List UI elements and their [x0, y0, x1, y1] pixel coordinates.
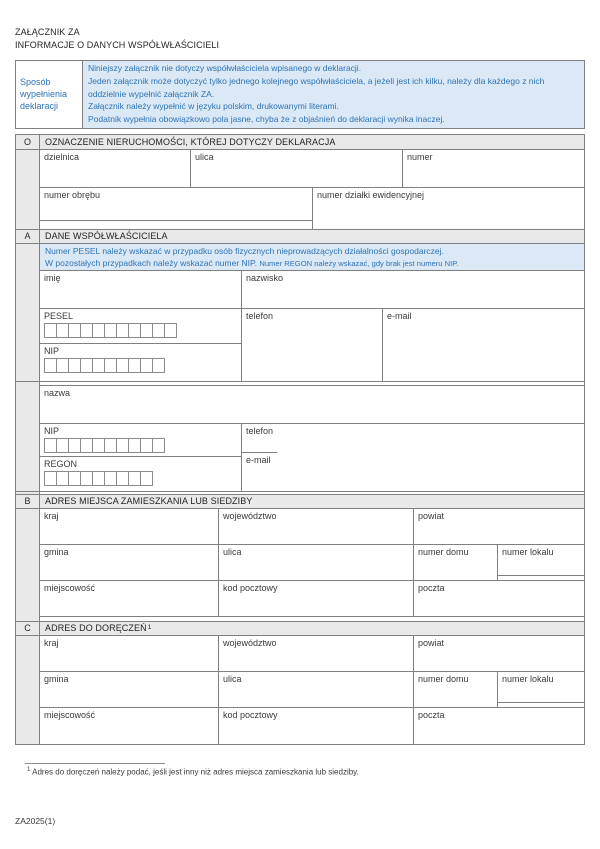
- field-numer-lokalu-c-label: numer lokalu: [502, 673, 554, 684]
- field-imie[interactable]: [40, 271, 242, 309]
- field-numer-domu-c-label: numer domu: [418, 673, 469, 684]
- field-dzielnica-label: dzielnica: [44, 151, 80, 162]
- letter-column-cell: [16, 545, 40, 581]
- page-subtitle: INFORMACJE O DANYCH WSPÓŁWŁAŚCICIELI: [15, 39, 220, 50]
- field-nazwa[interactable]: [40, 385, 584, 424]
- person-name-row: [16, 271, 584, 309]
- form-table: [15, 134, 585, 745]
- section-a-note-band: [16, 244, 584, 271]
- letter-column-cell: [16, 636, 40, 672]
- section-c-title: ADRES DO DORĘCZEŃ 1: [45, 623, 152, 634]
- letter-column-cell: [16, 581, 40, 617]
- field-regon-label: REGON: [44, 458, 78, 469]
- field-email-company-label: e-mail: [246, 454, 271, 465]
- field-nip-person-label: NIP: [44, 345, 60, 356]
- field-pesel[interactable]: [40, 309, 241, 344]
- field-numer-lokalu-b-label: numer lokalu: [502, 546, 554, 557]
- company-name-row: [16, 385, 584, 424]
- section-a-note-line1: Numer PESEL należy wskazać w przypadku osób fizycznych nieprowadzących działalności gospodarczej.: [45, 245, 444, 256]
- field-kod-pocztowy-c-label: kod pocztowy: [223, 709, 278, 720]
- pesel-nip-stack: [40, 309, 242, 381]
- field-miejscowosc-c[interactable]: [40, 708, 219, 744]
- letter-column-cell: [16, 424, 40, 491]
- section-o-row-2: [16, 188, 584, 229]
- nip-company-boxes: [44, 438, 237, 453]
- letter-column-cell: [16, 309, 40, 381]
- field-kraj-b[interactable]: [40, 509, 219, 545]
- field-gmina-b-label: gmina: [44, 546, 69, 557]
- footnote-text: Adres do doręczeń należy podać, jeśli jest inny niż adres miejsca zamieszkania lub siedziby.: [32, 767, 359, 777]
- field-poczta-b-label: poczta: [418, 582, 445, 593]
- field-powiat-b[interactable]: [414, 509, 584, 545]
- field-numer[interactable]: [403, 150, 584, 188]
- section-c-row-1: [16, 636, 584, 672]
- section-o-letter: O: [16, 135, 40, 149]
- section-c-header: [16, 621, 584, 636]
- field-ulica-o[interactable]: [191, 150, 403, 188]
- field-kod-pocztowy-b-label: kod pocztowy: [223, 582, 278, 593]
- instructions-notes: Niniejszy załącznik nie dotyczy współwłaściciela wpisanego w deklaracji. Jeden załącznik może dotyczyć tylko jednego kolejnego współwłaściciela, a jeżeli jest ich kilku, należy dla każdego z nich oddzielnie wypełnić załącznik ZA. Załącznik należy wypełnić w języku polskim, drukowanymi literami. Podatnik wypełnia obowiązkowo pola jasne, chyba że z objaśnień do deklaracji wynika inaczej.: [83, 61, 584, 128]
- field-dzielnica[interactable]: [40, 150, 191, 188]
- nip-boxes: [44, 358, 237, 373]
- field-email-person[interactable]: [383, 309, 584, 381]
- field-numer-obrebu-wrap: [40, 188, 312, 229]
- field-numer-domu-b[interactable]: [414, 545, 498, 581]
- pesel-boxes: [44, 323, 237, 338]
- field-wojewodztwo-c[interactable]: [219, 636, 414, 672]
- field-gmina-b[interactable]: [40, 545, 219, 581]
- letter-column-cell: [16, 509, 40, 545]
- field-telefon-company-label: telefon: [246, 425, 274, 436]
- field-imie-label: imię: [44, 272, 61, 283]
- field-numer-domu-b-label: numer domu: [418, 546, 469, 557]
- field-numer-lokalu-b-wrap: [498, 545, 584, 581]
- letter-column-cell: [16, 672, 40, 708]
- field-numer-dzialki-label: numer działki ewidencyjnej: [317, 189, 425, 200]
- field-poczta-c-label: poczta: [418, 709, 445, 720]
- section-b-row-1: [16, 509, 584, 545]
- section-o-title: OZNACZENIE NIERUCHOMOŚCI, KTÓREJ DOTYCZY DEKLARACJA: [45, 136, 336, 147]
- field-nip-person[interactable]: [40, 344, 241, 381]
- section-b-row-3: [16, 581, 584, 617]
- field-gmina-c-label: gmina: [44, 673, 69, 684]
- section-a-title: DANE WSPÓŁWŁAŚCICIELA: [45, 231, 168, 242]
- section-c-letter: C: [16, 622, 40, 635]
- field-kraj-c[interactable]: [40, 636, 219, 672]
- field-numer-obrebu-label: numer obrębu: [44, 189, 101, 200]
- section-b-header: [16, 494, 584, 509]
- field-numer-lokalu-c[interactable]: [498, 672, 584, 703]
- field-nip-company[interactable]: [40, 424, 241, 457]
- section-a-note-line2-small: Numer REGON należy wskazać, gdy brak jest numeru NIP.: [259, 259, 459, 269]
- field-gmina-c[interactable]: [40, 672, 219, 708]
- instructions-label: Sposób wypełnienia deklaracji: [16, 61, 83, 128]
- field-miejscowosc-b-label: miejscowość: [44, 582, 96, 593]
- field-kod-pocztowy-b[interactable]: [219, 581, 414, 617]
- field-wojewodztwo-c-label: województwo: [223, 637, 277, 648]
- field-numer-obrebu[interactable]: [40, 188, 312, 221]
- field-numer-label: numer: [407, 151, 433, 162]
- letter-column-cell: [16, 150, 40, 188]
- field-telefon-company[interactable]: [242, 424, 277, 453]
- section-c-row-2: [16, 672, 584, 708]
- section-a-note-line2-main: W pozostałych przypadkach należy wskazać numer NIP.: [45, 258, 257, 269]
- company-contact-stack: [242, 424, 277, 491]
- section-b-title: ADRES MIEJSCA ZAMIESZKANIA LUB SIEDZIBY: [45, 496, 253, 507]
- field-kraj-c-label: kraj: [44, 637, 59, 648]
- section-a-note-line2: [45, 257, 579, 271]
- field-powiat-c-label: powiat: [418, 637, 445, 648]
- footnote-ref: 1: [27, 766, 31, 773]
- section-c-row-3: [16, 708, 584, 744]
- field-powiat-c[interactable]: [414, 636, 584, 672]
- field-numer-lokalu-c-wrap: [498, 672, 584, 708]
- field-miejscowosc-b[interactable]: [40, 581, 219, 617]
- person-ids-row: [16, 309, 584, 382]
- field-powiat-b-label: powiat: [418, 510, 445, 521]
- regon-boxes: [44, 471, 237, 486]
- field-nazwa-label: nazwa: [44, 387, 71, 398]
- field-telefon-person-label: telefon: [246, 310, 274, 321]
- company-ids-row: [16, 424, 584, 492]
- letter-column-cell: [16, 708, 40, 744]
- footnote: [27, 767, 585, 777]
- form-code: ZA2025(1): [15, 816, 56, 826]
- section-a-letter: A: [16, 230, 40, 243]
- field-ulica-b-label: ulica: [223, 546, 242, 557]
- field-kraj-b-label: kraj: [44, 510, 59, 521]
- field-poczta-b[interactable]: [414, 581, 584, 617]
- field-regon[interactable]: [40, 457, 241, 491]
- field-nip-company-label: NIP: [44, 425, 60, 436]
- section-o-header: [16, 135, 584, 150]
- field-nazwisko-label: nazwisko: [246, 272, 284, 283]
- field-pesel-label: PESEL: [44, 310, 74, 321]
- letter-column-cell: [16, 244, 40, 271]
- field-numer-lokalu-b[interactable]: [498, 545, 584, 576]
- instructions-box: [15, 60, 585, 129]
- field-email-person-label: e-mail: [387, 310, 412, 321]
- nip-regon-stack: [40, 424, 242, 491]
- field-wojewodztwo-b[interactable]: [219, 509, 414, 545]
- letter-column-cell: [16, 271, 40, 309]
- letter-column-cell: [16, 385, 40, 424]
- field-poczta-c[interactable]: [414, 708, 584, 744]
- field-nazwisko[interactable]: [242, 271, 584, 309]
- footnote-separator: [25, 763, 165, 764]
- field-numer-domu-c[interactable]: [414, 672, 498, 708]
- section-b-row-2: [16, 545, 584, 581]
- section-a-note: [40, 244, 584, 271]
- field-wojewodztwo-b-label: województwo: [223, 510, 277, 521]
- field-miejscowosc-c-label: miejscowość: [44, 709, 96, 720]
- section-c-title-text: ADRES DO DORĘCZEŃ: [45, 623, 147, 634]
- section-o-row-1: [16, 150, 584, 188]
- field-ulica-c-label: ulica: [223, 673, 242, 684]
- field-ulica-c[interactable]: [219, 672, 414, 708]
- field-email-company[interactable]: [242, 453, 277, 491]
- field-numer-dzialki[interactable]: [312, 188, 584, 229]
- field-kod-pocztowy-c[interactable]: [219, 708, 414, 744]
- page-title: ZAŁĄCZNIK ZA: [15, 27, 80, 37]
- field-ulica-b[interactable]: [219, 545, 414, 581]
- field-ulica-o-label: ulica: [195, 151, 214, 162]
- section-a-header: [16, 229, 584, 244]
- letter-column-cell: [16, 188, 40, 229]
- section-b-letter: B: [16, 495, 40, 508]
- field-telefon-person[interactable]: [242, 309, 383, 381]
